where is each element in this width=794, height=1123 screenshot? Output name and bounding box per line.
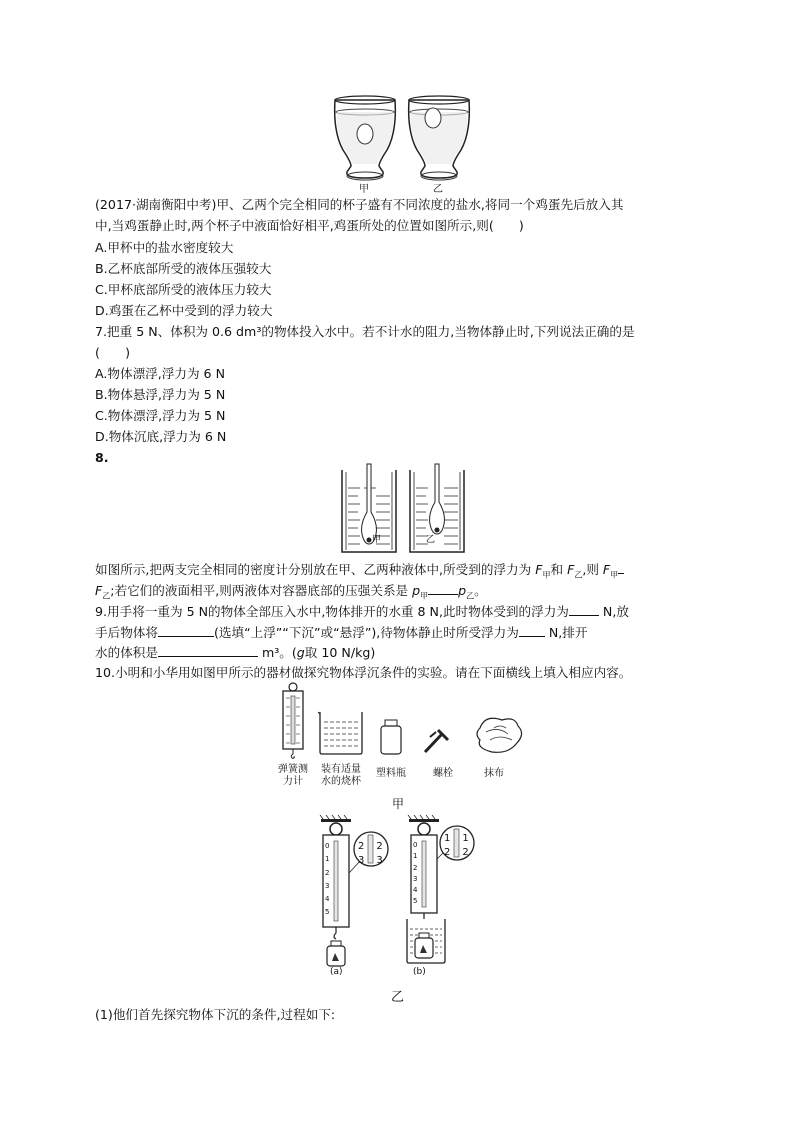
q9-blank-3[interactable] <box>519 624 545 637</box>
cloth <box>477 718 522 752</box>
q8-sub-yi: 乙 <box>574 570 583 580</box>
q9-text-d: (选填“上浮”“下沉”或“悬浮”),待物体静止时所受浮力为 <box>213 625 519 640</box>
q9-text-c: 手后物体将 <box>95 625 158 640</box>
scale-b-tick-1: 1 <box>413 852 418 861</box>
q9-blank-4[interactable] <box>158 644 258 657</box>
q8-F-yi: F <box>567 562 575 577</box>
q8-and: 和 <box>550 562 568 577</box>
q7-option-a: A.物体漂浮,浮力为 6 N <box>95 366 225 381</box>
subfig-a-label: (a) <box>330 967 343 977</box>
q6-stem-line1: (2017·湖南衡阳中考)甲、乙两个完全相同的杯子盛有不同浓度的盐水,将同一个鸡蛋先后放入其 <box>95 197 624 212</box>
zoom-b-left-1: 1 <box>444 833 451 844</box>
beaker-yi <box>410 464 464 552</box>
spring-scale <box>283 683 303 758</box>
scale-b-tick-5: 5 <box>413 897 418 906</box>
q8-p-yi: p <box>458 583 467 598</box>
q6-stem-line2: 中,当鸡蛋静止时,两个杯子中液面恰好相平,鸡蛋所处的位置如图所示,则( ) <box>95 218 524 233</box>
q6-option-c: C.甲杯底部所受的液体压力较大 <box>95 282 272 297</box>
hydrometer-label-yi: 乙 <box>426 535 436 545</box>
egg-glasses-figure <box>325 92 475 192</box>
hydrometer-label-jia: 甲 <box>372 535 382 545</box>
scale-a-tick-5: 5 <box>325 908 330 917</box>
figure-yi-label: 乙 <box>391 990 405 1005</box>
glass-yi <box>409 96 470 180</box>
zoom-b-left-2: 2 <box>444 847 451 858</box>
q9-stem-line1 <box>95 603 629 620</box>
q8-number: 8. <box>95 450 109 465</box>
scale-a-ticks <box>325 840 329 920</box>
figure-jia-label: 甲 <box>392 797 405 811</box>
q10-step1: (1)他们首先探究物体下沉的条件,过程如下: <box>95 1007 336 1022</box>
subfig-b-label: (b) <box>413 967 426 977</box>
scale-b-tick-2: 2 <box>413 863 418 872</box>
equip-label-bolt: 螺栓 <box>433 768 453 779</box>
scale-a-tick-3: 3 <box>325 881 330 890</box>
scale-b-tick-0: 0 <box>413 841 418 849</box>
zoom-b-right-1: 1 <box>462 833 469 844</box>
q7-stem-line1: 7.把重 5 N、体积为 0.6 dm³的物体投入水中。若不计水的阻力,当物体静止时,下列说法正确的是 <box>95 324 635 339</box>
equip-scale-l2: 力计 <box>283 776 303 787</box>
q8-text-b: ;若它们的液面相平,则两液体对容器底部的压强关系是 <box>110 583 413 598</box>
equip-beaker-l1: 装有适量 <box>321 764 361 775</box>
q9-blank-1[interactable] <box>569 603 599 616</box>
beaker-with-water <box>318 712 362 754</box>
q8-F-jia-2: F <box>602 562 611 577</box>
q9-blank-2[interactable] <box>158 624 214 637</box>
q8-sub-p-jia: 甲 <box>420 591 429 601</box>
bolt <box>425 730 448 752</box>
beaker-jia <box>342 464 396 552</box>
q9-stem-line2 <box>95 624 587 641</box>
equip-scale-l1: 弹簧测 <box>278 764 308 775</box>
q8-sub-p-yi: 乙 <box>466 591 475 601</box>
q8-then: ,则 <box>582 562 603 577</box>
equip-beaker-l2: 水的烧杯 <box>321 776 361 787</box>
q8-text-a: 如图所示,把两支完全相同的密度计分别放在甲、乙两种液体中,所受到的浮力为 <box>95 562 536 577</box>
bottle-submerged-b <box>415 933 433 958</box>
scale-b-zoom-labels <box>444 832 469 860</box>
zoom-a-left-2: 2 <box>358 841 365 852</box>
q7-option-b: B.物体悬浮,浮力为 5 N <box>95 387 226 402</box>
scale-b-ticks <box>413 840 417 908</box>
q9-text-h: 取 10 N/kg) <box>304 645 376 660</box>
q9-text-g: m³。( <box>257 645 297 660</box>
glass-jia <box>335 96 396 180</box>
q6-option-b: B.乙杯底部所受的液体压强较大 <box>95 261 272 276</box>
q8-F-yi-2: F <box>95 583 103 598</box>
q9-g: g <box>296 645 305 660</box>
q8-sub-jia: 甲 <box>542 570 551 580</box>
scale-a-tick-2: 2 <box>325 868 330 877</box>
q9-text-b: N,放 <box>598 604 629 619</box>
equip-label-bottle: 塑料瓶 <box>376 768 406 779</box>
scale-a-tick-4: 4 <box>325 895 330 904</box>
setup-a <box>320 815 388 966</box>
q8-F-jia: F <box>535 562 543 577</box>
scale-a-zoom-labels <box>358 840 383 868</box>
q9-text-a: 9.用手将一重为 5 N的物体全部压入水中,物体排开的水重 8 N,此时物体受到的浮力为 <box>95 604 569 619</box>
q9-text-e: N,排开 <box>544 625 588 640</box>
bottle-hanging-a <box>327 941 345 966</box>
q8-suffix: 。 <box>474 583 487 598</box>
q9-text-f: 水的体积是 <box>95 645 158 660</box>
scale-b-tick-3: 3 <box>413 874 418 883</box>
egg-figure-label-yi: 乙 <box>433 184 443 195</box>
q8-stem-line2 <box>95 582 487 605</box>
q8-sub-jia-2: 甲 <box>610 570 619 580</box>
q8-p-jia: p <box>412 583 421 598</box>
equipment-figure <box>270 682 530 777</box>
hydrometer-figure <box>340 462 470 558</box>
zoom-a-left-3: 3 <box>358 855 365 866</box>
equip-label-beaker <box>316 764 366 788</box>
scale-b-tick-4: 4 <box>413 886 418 895</box>
q6-option-a: A.甲杯中的盐水密度较大 <box>95 240 234 255</box>
equip-label-scale <box>276 764 310 788</box>
plastic-bottle <box>381 720 401 754</box>
q7-option-d: D.物体沉底,浮力为 6 N <box>95 429 227 444</box>
egg-figure-label-jia: 甲 <box>359 184 369 195</box>
equip-label-cloth: 抹布 <box>484 768 504 779</box>
q8-sub-yi-2: 乙 <box>102 591 111 601</box>
q8-blank-2[interactable] <box>428 582 458 595</box>
q10-stem: 10.小明和小华用如图甲所示的器材做探究物体浮沉条件的实验。请在下面横线上填入相应内容。 <box>95 665 632 680</box>
q6-option-d: D.鸡蛋在乙杯中受到的浮力较大 <box>95 303 273 318</box>
zoom-a-right-2: 2 <box>376 841 383 852</box>
zoom-b-right-2: 2 <box>462 847 469 858</box>
q8-stem-line1 <box>95 561 624 584</box>
q9-stem-line3 <box>95 644 375 661</box>
scale-a-tick-0: 0 <box>325 842 330 850</box>
q8-blank-1[interactable] <box>618 561 624 574</box>
zoom-a-right-3: 3 <box>376 855 383 866</box>
q7-option-c: C.物体漂浮,浮力为 5 N <box>95 408 226 423</box>
q7-stem-line2: ( ) <box>95 345 131 360</box>
scale-a-tick-1: 1 <box>325 855 330 864</box>
